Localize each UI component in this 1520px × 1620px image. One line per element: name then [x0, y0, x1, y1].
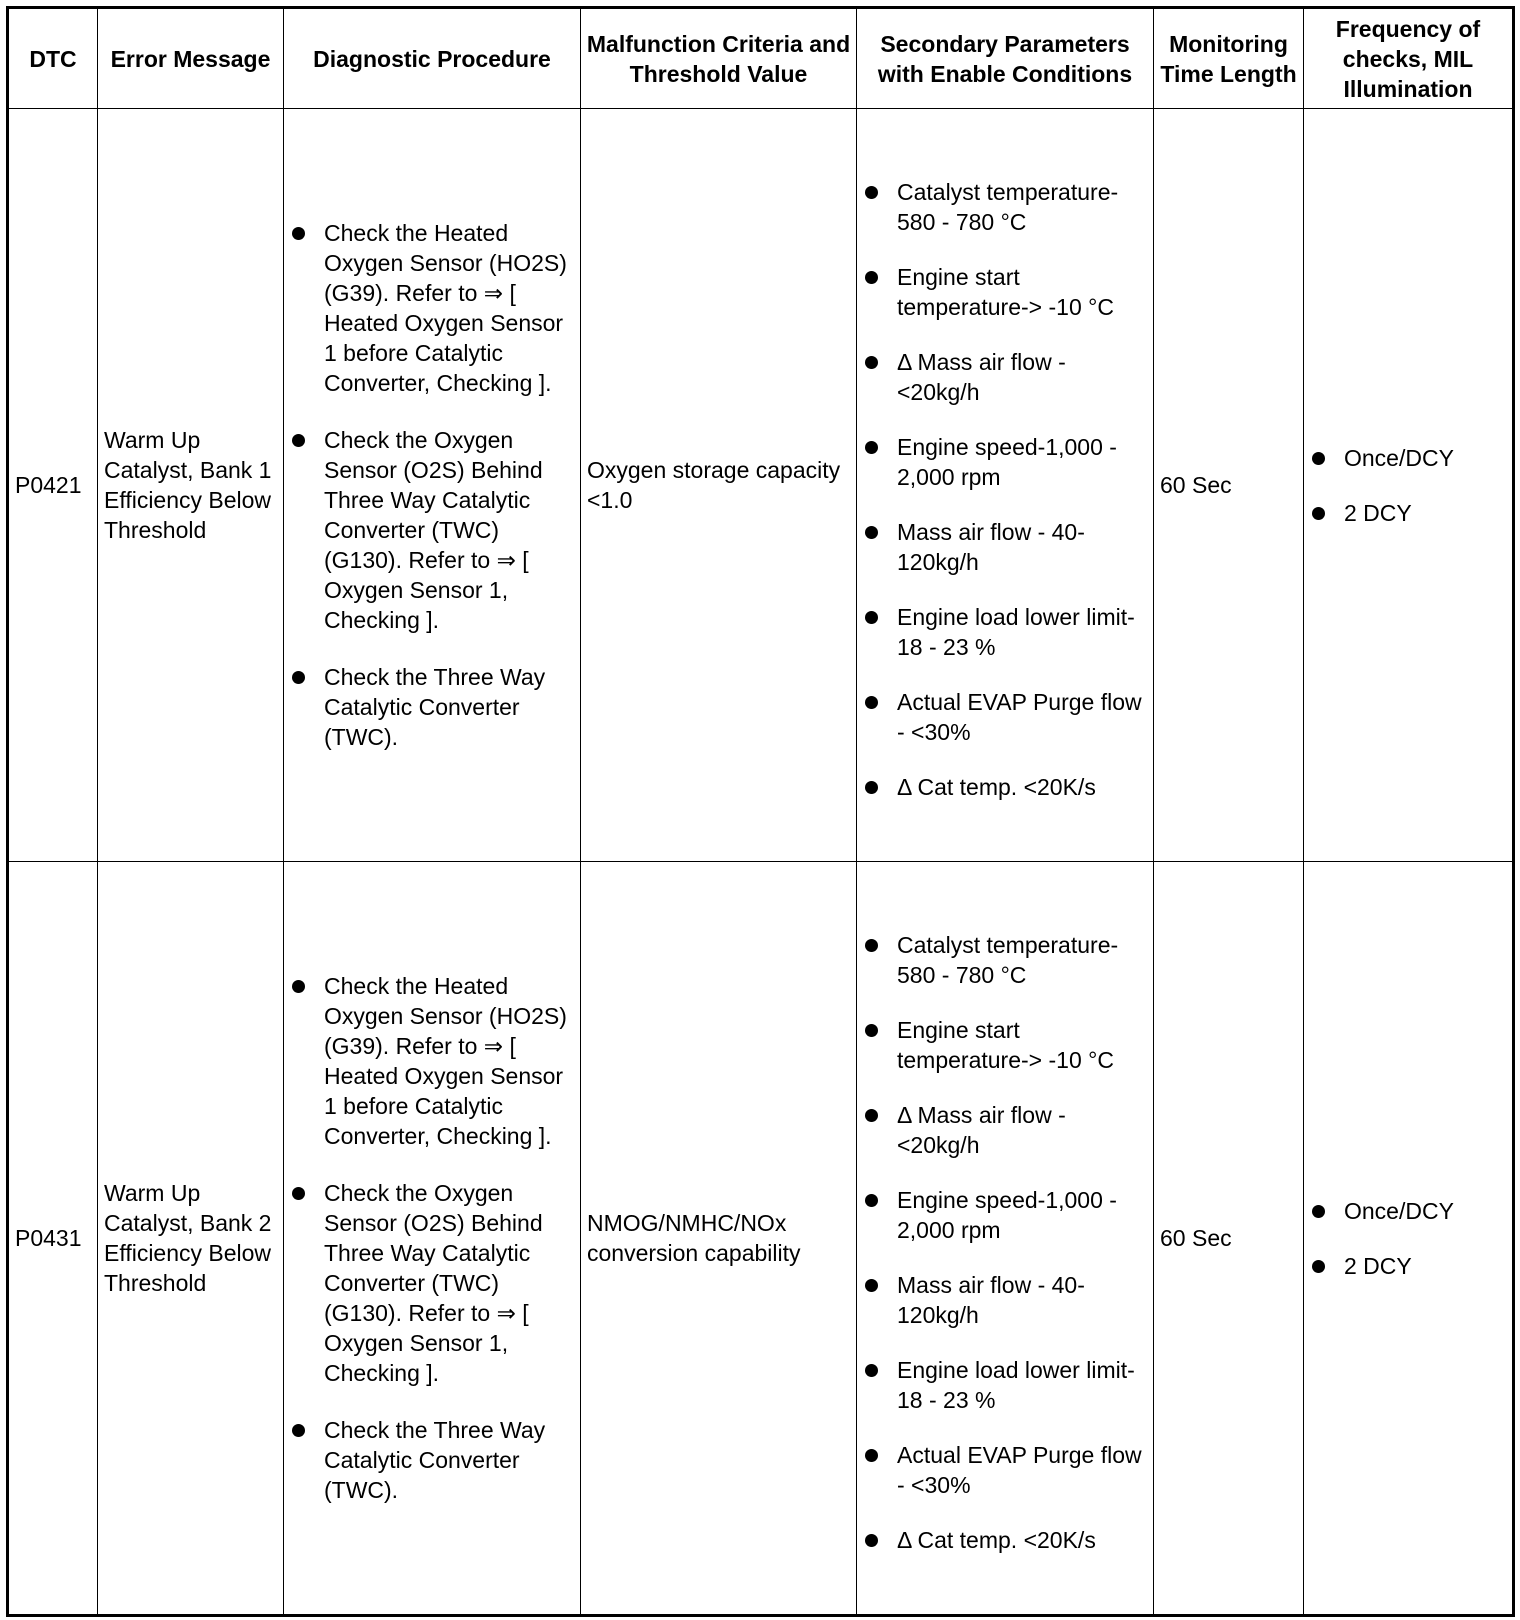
list-item [1310, 443, 1506, 473]
bullet-icon [292, 671, 305, 684]
list-item [863, 1440, 1147, 1500]
header-diagnostic-procedure: Diagnostic Procedure [284, 8, 581, 109]
bullet-icon [292, 980, 305, 993]
dtc-code: P0431 [8, 862, 98, 1616]
bullet-icon [865, 526, 878, 539]
bullet-icon [865, 1279, 878, 1292]
header-row [8, 8, 1514, 109]
list-item [863, 1015, 1147, 1075]
bullet-icon [865, 356, 878, 369]
frequency-cell [1304, 109, 1514, 862]
list-item [863, 772, 1147, 802]
list-item [290, 218, 574, 398]
bullet-icon [865, 1449, 878, 1462]
header-monitoring-time: Monitoring Time Length [1154, 8, 1304, 109]
list-item [863, 517, 1147, 577]
monitoring-time: 60 Sec [1154, 862, 1304, 1616]
secondary-parameter: Δ Cat temp. <20K/s [897, 1526, 1096, 1553]
list-item [290, 1178, 574, 1388]
list-item [863, 930, 1147, 990]
list-item [863, 1100, 1147, 1160]
list-item [290, 971, 574, 1151]
list-item [863, 1185, 1147, 1245]
secondary-parameter: Actual EVAP Purge flow - <30% [897, 1441, 1142, 1498]
list-item [863, 1525, 1147, 1555]
header-error-message: Error Message [98, 8, 284, 109]
bullet-icon [865, 939, 878, 952]
frequency-list [1310, 443, 1506, 528]
procedure-step: Check the Heated Oxygen Sensor (HO2S) (G39). Refer to ⇒ [ Heated Oxygen Sensor 1 before Catalytic Converter, Checking ]. [324, 220, 567, 396]
bullet-icon [865, 1534, 878, 1547]
frequency-value: 2 DCY [1344, 499, 1412, 526]
list-item [863, 262, 1147, 322]
procedure-step: Check the Heated Oxygen Sensor (HO2S) (G39). Refer to ⇒ [ Heated Oxygen Sensor 1 before Catalytic Converter, Checking ]. [324, 973, 567, 1149]
secondary-parameter: Mass air flow - 40-120kg/h [897, 1271, 1085, 1328]
procedure-step: Check the Oxygen Sensor (O2S) Behind Three Way Catalytic Converter (TWC) (G130). Refer to ⇒ [ Oxygen Sensor 1, Checking ]. [324, 427, 543, 633]
procedure-list [290, 218, 574, 752]
frequency-cell [1304, 862, 1514, 1616]
secondary-parameter: Δ Mass air flow - <20kg/h [897, 348, 1066, 405]
bullet-icon [865, 1024, 878, 1037]
bullet-icon [292, 227, 305, 240]
header-frequency: Frequency of checks, MIL Illumination [1304, 8, 1514, 109]
secondary-parameter: Engine load lower limit-18 - 23 % [897, 603, 1135, 660]
secondary-parameter: Δ Cat temp. <20K/s [897, 773, 1096, 800]
secondary-parameter: Engine start temperature-> -10 °C [897, 1016, 1114, 1073]
secondary-parameters-cell [857, 109, 1154, 862]
malfunction-criteria: Oxygen storage capacity <1.0 [581, 109, 857, 862]
procedure-step: Check the Three Way Catalytic Converter (TWC). [324, 664, 546, 750]
list-item [290, 1415, 574, 1505]
secondary-parameter: Mass air flow - 40-120kg/h [897, 518, 1085, 575]
secondary-list [863, 169, 1147, 802]
malfunction-criteria: NMOG/NMHC/NOx conversion capability [581, 862, 857, 1616]
list-item [863, 177, 1147, 237]
procedure-step: Check the Oxygen Sensor (O2S) Behind Three Way Catalytic Converter (TWC) (G130). Refer to ⇒ [ Oxygen Sensor 1, Checking ]. [324, 1180, 543, 1386]
bullet-icon [865, 1194, 878, 1207]
list-item [863, 347, 1147, 407]
secondary-parameters-cell [857, 862, 1154, 1616]
bullet-icon [1312, 507, 1325, 520]
header-secondary-parameters: Secondary Parameters with Enable Conditions [857, 8, 1154, 109]
header-dtc: DTC [8, 8, 98, 109]
bullet-icon [1312, 1260, 1325, 1273]
list-item [1310, 1196, 1506, 1226]
frequency-value: 2 DCY [1344, 1252, 1412, 1279]
document-page [6, 6, 1515, 1617]
bullet-icon [292, 1424, 305, 1437]
bullet-icon [865, 441, 878, 454]
list-item [863, 1270, 1147, 1330]
secondary-list [863, 922, 1147, 1555]
secondary-parameter: Engine load lower limit-18 - 23 % [897, 1356, 1135, 1413]
table-row [8, 109, 1514, 862]
frequency-value: Once/DCY [1344, 444, 1454, 471]
list-item [290, 425, 574, 635]
diagnostic-procedure-cell [284, 109, 581, 862]
bullet-icon [865, 781, 878, 794]
procedure-list [290, 971, 574, 1505]
dtc-code: P0421 [8, 109, 98, 862]
frequency-value: Once/DCY [1344, 1197, 1454, 1224]
secondary-parameter: Δ Mass air flow - <20kg/h [897, 1101, 1066, 1158]
list-item [863, 1355, 1147, 1415]
list-item [863, 432, 1147, 492]
header-malfunction-criteria: Malfunction Criteria and Threshold Value [581, 8, 857, 109]
secondary-parameter: Catalyst temperature- 580 - 780 °C [897, 178, 1119, 235]
bullet-icon [1312, 1205, 1325, 1218]
bullet-icon [292, 434, 305, 447]
bullet-icon [865, 271, 878, 284]
table-row [8, 862, 1514, 1616]
bullet-icon [865, 611, 878, 624]
bullet-icon [865, 186, 878, 199]
secondary-parameter: Engine speed-1,000 - 2,000 rpm [897, 433, 1117, 490]
list-item [1310, 498, 1506, 528]
bullet-icon [865, 696, 878, 709]
bullet-icon [292, 1187, 305, 1200]
list-item [290, 662, 574, 752]
procedure-step: Check the Three Way Catalytic Converter (TWC). [324, 1417, 546, 1503]
dtc-table [6, 6, 1515, 1617]
secondary-parameter: Actual EVAP Purge flow - <30% [897, 688, 1142, 745]
secondary-parameter: Engine start temperature-> -10 °C [897, 263, 1114, 320]
list-item [863, 602, 1147, 662]
secondary-parameter: Catalyst temperature- 580 - 780 °C [897, 931, 1119, 988]
error-message: Warm Up Catalyst, Bank 2 Efficiency Below Threshold [98, 862, 284, 1616]
list-item [1310, 1251, 1506, 1281]
bullet-icon [865, 1109, 878, 1122]
frequency-list [1310, 1196, 1506, 1281]
list-item [863, 687, 1147, 747]
error-message: Warm Up Catalyst, Bank 1 Efficiency Below Threshold [98, 109, 284, 862]
monitoring-time: 60 Sec [1154, 109, 1304, 862]
secondary-parameter: Engine speed-1,000 - 2,000 rpm [897, 1186, 1117, 1243]
diagnostic-procedure-cell [284, 862, 581, 1616]
bullet-icon [1312, 452, 1325, 465]
bullet-icon [865, 1364, 878, 1377]
